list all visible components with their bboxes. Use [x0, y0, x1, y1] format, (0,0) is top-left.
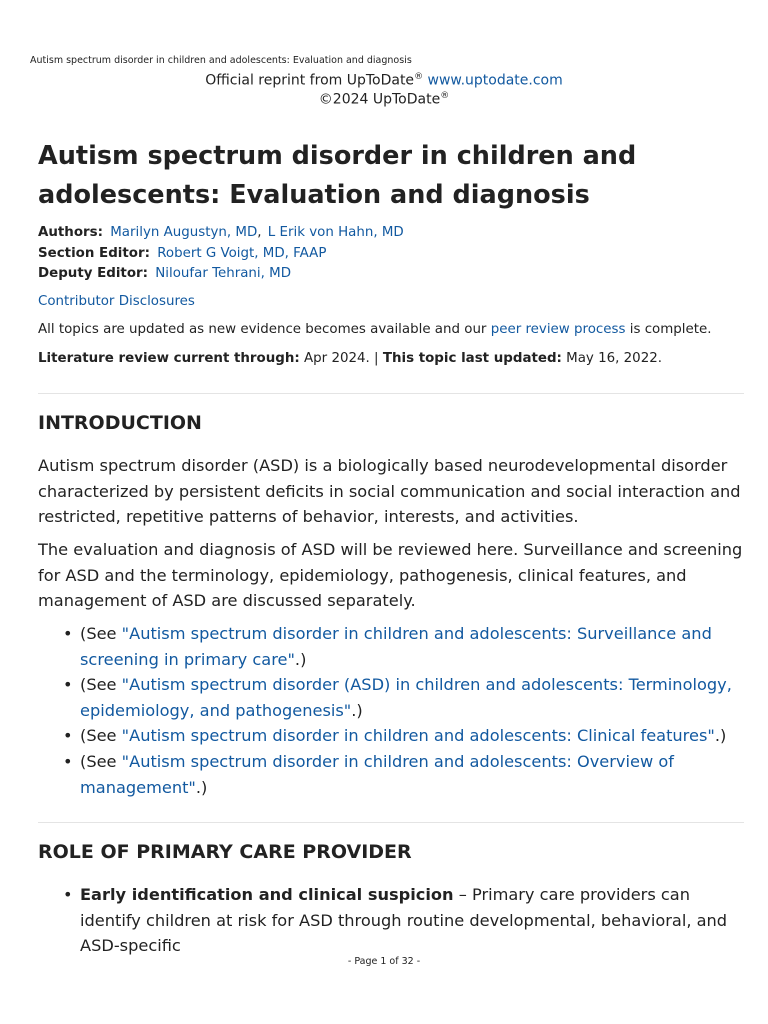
review-dates-row [38, 351, 662, 366]
see-prefix: (See [80, 726, 117, 746]
last-updated-value: May 16, 2022. [566, 351, 662, 366]
author-link-2[interactable]: L Erik von Hahn, MD [267, 225, 404, 240]
ref-link-terminology-epidemiology[interactable]: "Autism spectrum disorder (ASD) in children and adolescents: Terminology, epidemiology, and pathogenesis" [80, 675, 732, 720]
role-heading: ROLE OF PRIMARY CARE PROVIDER [38, 841, 412, 863]
list-item [80, 749, 744, 800]
ref-link-overview-management[interactable]: "Autism spectrum disorder in children and adolescents: Overview of management" [80, 751, 674, 797]
section-divider [38, 393, 744, 394]
section-editor-row [38, 246, 326, 261]
list-item [80, 621, 744, 672]
page-number: - Page 1 of 32 - [347, 956, 421, 967]
see-prefix: (See [80, 751, 117, 771]
section-editor-link[interactable]: Robert G Voigt, MD, FAAP [157, 246, 327, 261]
author-link-1[interactable]: Marilyn Augustyn, MD [110, 225, 258, 240]
ref-link-clinical-features[interactable]: "Autism spectrum disorder in children and adolescents: Clinical features" [121, 726, 715, 746]
see-suffix: .) [195, 777, 208, 797]
registered-mark: ® [440, 91, 450, 101]
see-suffix: .) [714, 726, 727, 746]
lit-review-value: Apr 2024. | [304, 351, 379, 366]
running-title: Autism spectrum disorder in children and adolescents: Evaluation and diagnosis [30, 55, 412, 66]
reprint-notice [0, 72, 768, 89]
uptodate-link[interactable]: www.uptodate.com [427, 72, 563, 89]
copyright-text: ©2024 UpToDate [318, 91, 441, 108]
see-prefix: (See [80, 624, 117, 643]
copyright-notice [0, 91, 768, 108]
reprint-prefix: Official reprint from UpToDate [205, 72, 415, 89]
disclosures-row [38, 294, 195, 309]
see-suffix: .) [294, 649, 307, 669]
last-updated-label: This topic last updated: [382, 351, 562, 366]
contributor-disclosures-link[interactable]: Contributor Disclosures [38, 294, 195, 309]
role-list [80, 882, 744, 959]
deputy-editor-link[interactable]: Niloufar Tehrani, MD [155, 266, 292, 281]
intro-paragraph-1: Autism spectrum disorder (ASD) is a biologically based neurodevelopmental disorder characterized by persistent deficits in social communication and social interaction and restricted, repetitive patterns of behavior, interests, and activities. [38, 456, 741, 527]
introduction-heading: INTRODUCTION [38, 412, 202, 434]
update-notice [38, 322, 712, 337]
role-item-bold: Early identification and clinical suspicion [80, 885, 454, 904]
update-text-before: All topics are updated as new evidence becomes available and our [38, 322, 487, 337]
list-item [80, 882, 744, 959]
author-separator: , [257, 225, 262, 240]
list-item [80, 723, 744, 749]
section-divider [38, 822, 744, 823]
deputy-editor-row [38, 266, 291, 281]
authors-row [38, 225, 404, 240]
see-prefix: (See [80, 675, 117, 695]
registered-mark: ® [414, 72, 424, 82]
update-text-after: is complete. [629, 322, 712, 337]
intro-paragraph-2: The evaluation and diagnosis of ASD will be reviewed here. Surveillance and screening for ASD and the terminology, epidemiology, pathogenesis, clinical features, and management of ASD are discussed separately. [38, 540, 743, 611]
see-suffix: .) [351, 700, 363, 720]
article-title: Autism spectrum disorder in children and adolescents: Evaluation and diagnosis [38, 141, 637, 210]
peer-review-link[interactable]: peer review process [490, 322, 626, 337]
authors-label: Authors: [38, 225, 103, 240]
lit-review-label: Literature review current through: [38, 351, 300, 366]
ref-link-surveillance-screening[interactable]: "Autism spectrum disorder in children and adolescents: Surveillance and screening in primary care" [80, 624, 712, 669]
role-item-text: – Primary care providers can identify children at risk for ASD through routine developmental, behavioral, and ASD-specific [80, 885, 728, 956]
deputy-editor-label: Deputy Editor: [38, 266, 148, 281]
section-editor-label: Section Editor: [38, 246, 150, 261]
see-also-list [80, 621, 744, 800]
list-item [80, 672, 744, 723]
